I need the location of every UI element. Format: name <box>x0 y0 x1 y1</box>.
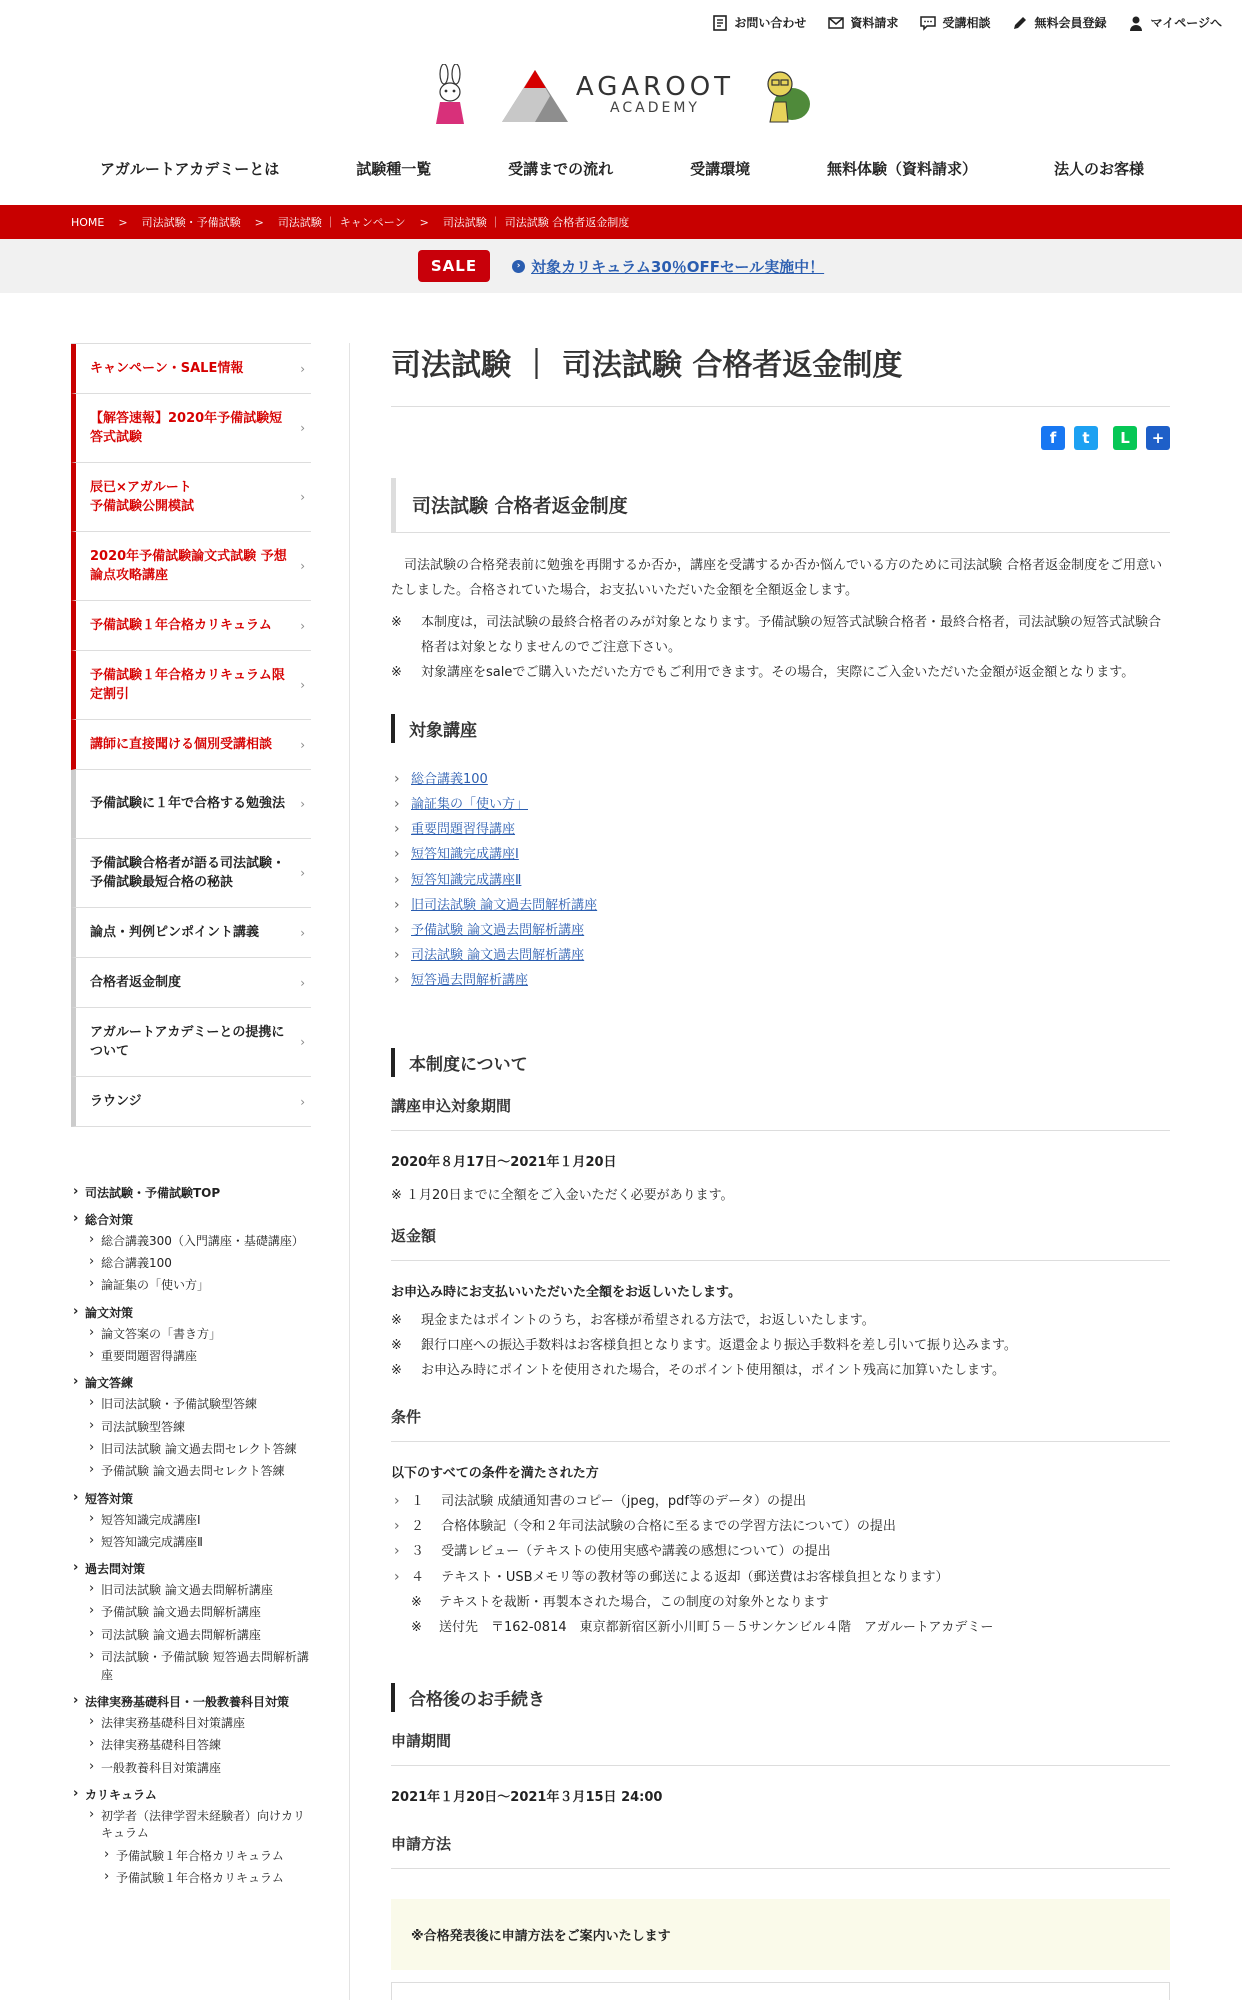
sidebar-item-label: 【解答速報】2020年予備試験短答式試験 <box>90 410 283 445</box>
list-item <box>391 842 1170 867</box>
course-link[interactable]: 予備試験 論文過去問解析講座 <box>411 923 585 939</box>
subnav-item[interactable]: › 予備試験 論文過去問セレクト答練 <box>71 1463 311 1480</box>
conditions-heading: 条件 <box>391 1406 1170 1442</box>
chevron-right-icon: › <box>300 1035 305 1049</box>
chat-icon <box>920 15 936 31</box>
sidebar-item-label: 合格者返金制度 <box>90 974 182 990</box>
list-item: ※ テキストを裁断・再製本された場合，この制度の対象外となります <box>411 1595 829 1611</box>
course-link[interactable]: 司法試験 論文過去問解析講座 <box>411 948 585 964</box>
brochure-link[interactable] <box>828 14 898 31</box>
mail-icon <box>828 15 844 31</box>
sale-link-label: 対象カリキュラム30％OFFセール実施中！ <box>531 257 825 276</box>
refund-heading: 返金額 <box>391 1225 1170 1261</box>
user-icon <box>1128 15 1144 31</box>
subnav-item[interactable]: › 予備試験 論文過去問解析講座 <box>71 1604 311 1621</box>
sidebar-item-refund[interactable] <box>71 958 311 1008</box>
subnav-item[interactable]: › 予備試験１年合格カリキュラム <box>71 1870 311 1887</box>
note-item: ※ 対象講座をsaleでご購入いただいた方でもご利用できます。その場合，実際にご入金いただいた金額が返金額となります。 <box>391 660 1170 685</box>
course-link[interactable]: 総合講義100 <box>411 771 488 787</box>
subnav-item[interactable]: › 司法試験 論文過去問解析講座 <box>71 1627 311 1644</box>
list-item <box>391 968 1170 993</box>
utility-nav <box>712 14 1222 31</box>
apply-notice: ※合格発表後に申請方法をご案内いたします <box>391 1899 1170 1970</box>
sidebar-item-lounge[interactable] <box>71 1077 311 1127</box>
gnav-flow[interactable]: 受講までの流れ <box>508 160 614 178</box>
subnav-group-title[interactable]: › 過去問対策 <box>71 1561 311 1578</box>
course-link[interactable]: 重要問題習得講座 <box>411 822 516 838</box>
sidebar-item-partnership[interactable] <box>71 1008 311 1077</box>
period-note: ※ １月20日までに全額をご入金いただく必要があります。 <box>391 1187 734 1203</box>
gnav-free-trial[interactable]: 無料体験（資料請求） <box>827 160 978 178</box>
course-list <box>391 767 1170 994</box>
share-buttons <box>391 426 1170 450</box>
turtle-mascot-icon <box>762 64 814 126</box>
conditions-lead: 以下のすべての条件を満たされた方 <box>391 1465 599 1481</box>
lead-text: 司法試験の合格発表前に勉強を再開するか否か，講座を受講するか否か悩んでいる方のために司法試験 合格者返金制度をご用意いたしました。合格されていた場合，お支払いいただいた金額を全額返金します。 <box>391 558 1163 599</box>
chevron-right-icon: › <box>300 737 305 752</box>
brand-logo <box>500 66 734 124</box>
crumb-current: 司法試験 ｜ 司法試験 合格者返金制度 <box>442 216 630 229</box>
sidebar-menu <box>71 343 311 1127</box>
register-label: 無料会員登録 <box>1034 16 1107 30</box>
subnav-group-title[interactable]: › 短答対策 <box>71 1491 311 1508</box>
refund-lead: お申込み時にお支払いいただいた全額をお返しいたします。 <box>391 1284 741 1300</box>
sidebar <box>71 343 311 1897</box>
notes-list <box>391 610 1170 686</box>
apply-period-heading: 申請期間 <box>391 1730 1170 1766</box>
crumb-separator: > <box>118 215 128 229</box>
crumb-separator: > <box>254 215 264 229</box>
note-item: ※ 銀行口座への振込手数料はお客様負担となります。返還金より振込手数料を差し引いて振り込みます。 <box>391 1333 1170 1358</box>
consult-label: 受講相談 <box>942 16 991 30</box>
mypage-label: マイページへ <box>1150 16 1222 30</box>
subnav-top[interactable]: › 司法試験・予備試験TOP <box>71 1185 311 1202</box>
sidebar-item-label: アガルートアカデミーとの提携について <box>90 1024 285 1059</box>
sidebar-subnav <box>71 1185 311 1887</box>
facebook-icon[interactable]: f <box>1041 426 1065 450</box>
list-item <box>391 918 1170 943</box>
sidebar-item-label: 辰已×アガルート 予備試験公開模試 <box>90 479 195 514</box>
subnav-group-title[interactable]: › 法律実務基礎科目・一般教養科目対策 <box>71 1694 311 1711</box>
sidebar-item-campaign[interactable] <box>71 344 311 394</box>
sidebar-item-secrets[interactable] <box>71 839 311 908</box>
sidebar-item-label: 予備試験１年合格カリキュラム限定割引 <box>90 667 285 702</box>
subnav-group-title[interactable]: › 論文対策 <box>71 1305 311 1322</box>
gnav-about[interactable]: アガルートアカデミーとは <box>100 160 280 178</box>
rabbit-mascot-icon <box>428 64 472 126</box>
brochure-label: 資料請求 <box>850 16 899 30</box>
note-item: ※ 本制度は，司法試験の最終合格者のみが対象となります。予備試験の短答式試験合格者・最終合格者，司法試験の短答式試験合格者は対象となりませんのでご注意下さい。 <box>391 610 1170 661</box>
sidebar-item-study-method[interactable] <box>71 770 311 839</box>
conditions-list <box>391 1489 1170 1641</box>
register-link[interactable] <box>1012 14 1106 31</box>
note-item: ※ お申込み時にポイントを使用された場合，そのポイント使用額は，ポイント残高に加算いたします。 <box>391 1358 1170 1383</box>
main-content <box>391 340 1170 2000</box>
sidebar-item-essay-forecast[interactable] <box>71 532 311 601</box>
sidebar-item-label: ラウンジ <box>90 1093 142 1109</box>
subnav-item[interactable]: › 法律実務基礎科目対策講座 <box>71 1715 311 1732</box>
subnav-item[interactable]: › 重要問題習得講座 <box>71 1348 311 1365</box>
chevron-right-icon: › <box>300 490 305 504</box>
sidebar-item-curriculum-discount[interactable] <box>71 651 311 720</box>
chevron-right-icon: › <box>300 618 305 633</box>
subnav-item[interactable]: › 論証集の「使い方」 <box>71 1277 311 1294</box>
subnav-item[interactable]: › 司法試験型答練 <box>71 1419 311 1436</box>
subnav-item[interactable]: › 法律実務基礎科目答練 <box>71 1737 311 1754</box>
section-heading: 司法試験 合格者返金制度 <box>391 478 1170 533</box>
sidebar-item-pinpoint[interactable] <box>71 908 311 958</box>
subnav-item[interactable]: › 旧司法試験・予備試験型答練 <box>71 1396 311 1413</box>
list-item <box>391 943 1170 968</box>
chevron-right-icon: › <box>300 1094 305 1109</box>
page-title: 司法試験 ｜ 司法試験 合格者返金制度 <box>391 340 1170 407</box>
period-heading: 講座申込対象期間 <box>391 1095 1170 1131</box>
chevron-right-icon: › <box>300 559 305 573</box>
breadcrumb <box>0 205 1242 239</box>
contact-label: お問い合わせ <box>734 16 807 30</box>
courses-heading: 対象講座 <box>391 714 1170 743</box>
subnav-item[interactable]: › 論文答案の「書き方」 <box>71 1326 311 1343</box>
after-pass-heading: 合格後のお手続き <box>391 1683 1170 1712</box>
brand-name: AGAROOT <box>575 72 735 102</box>
pen-icon <box>1012 15 1028 31</box>
subnav-group-title[interactable]: › 総合対策 <box>71 1212 311 1229</box>
course-link[interactable]: 旧司法試験 論文過去問解析講座 <box>411 897 598 913</box>
sidebar-item-consultation[interactable] <box>71 720 311 770</box>
apply-period-value: 2021年１月20日～2021年３月15日 24:00 <box>391 1789 663 1805</box>
chevron-right-icon: › <box>300 866 305 880</box>
list-item: ※ 送付先 〒162-0814 東京都新宿区新小川町５－５サンケンビル４階 アガルートアカデミー <box>411 1620 994 1636</box>
list-item: › ２ 合格体験記（令和２年司法試験の合格に至るまでの学習方法について）の提出 <box>391 1514 1170 1539</box>
subnav-item[interactable]: › 旧司法試験 論文過去問解析講座 <box>71 1582 311 1599</box>
sidebar-item-label: 予備試験１年合格カリキュラム <box>90 617 272 633</box>
list-item: › ４ テキスト・USBメモリ等の教材等の郵送による返却（郵送費はお客様負担となります） <box>391 1565 1170 1590</box>
sidebar-item-label: キャンペーン・SALE情報 <box>90 360 244 376</box>
consult-link[interactable] <box>920 14 990 31</box>
list-item <box>391 817 1170 842</box>
course-link[interactable]: 短答知識完成講座Ⅰ <box>411 847 519 863</box>
subnav-item[interactable]: › 総合講義100 <box>71 1255 311 1272</box>
line-icon[interactable]: L <box>1113 426 1137 450</box>
subnav-item[interactable]: › 旧司法試験 論文過去問セレクト答練 <box>71 1441 311 1458</box>
course-link[interactable]: 短答過去問解析講座 <box>411 973 529 989</box>
document-icon <box>712 15 728 31</box>
arrow-circle-icon: › <box>512 260 525 273</box>
subnav-item[interactable]: › 初学者（法律学習未経験者）向けカリキュラム <box>71 1808 311 1843</box>
header-logo[interactable] <box>0 64 1242 126</box>
content-box <box>391 1982 1170 2000</box>
global-nav <box>72 150 1172 187</box>
sidebar-item-mock-exam[interactable] <box>71 463 311 532</box>
gnav-environment[interactable]: 受講環境 <box>690 160 751 178</box>
gnav-corporate[interactable]: 法人のお客様 <box>1053 160 1144 178</box>
crumb-separator: > <box>419 215 429 229</box>
gnav-exams[interactable]: 試験種一覧 <box>356 160 432 178</box>
list-item <box>391 868 1170 893</box>
sidebar-item-label: 論点・判例ピンポイント講義 <box>90 924 260 940</box>
subnav-group-title[interactable]: › カリキュラム <box>71 1787 311 1804</box>
list-item: › １ 司法試験 成績通知書のコピー（jpeg，pdf等のデータ）の提出 <box>391 1489 1170 1514</box>
list-item <box>391 792 1170 817</box>
subnav-item[interactable]: › 総合講義300（入門講座・基礎講座） <box>71 1233 311 1250</box>
contact-link[interactable] <box>712 14 806 31</box>
sidebar-item-label: 予備試験に１年で合格する勉強法 <box>90 796 286 812</box>
sidebar-item-label: 予備試験合格者が語る司法試験・予備試験最短合格の秘訣 <box>90 855 286 890</box>
crumb-exams[interactable]: 司法試験・予備試験 <box>141 216 241 229</box>
brand-sub: ACADEMY <box>610 100 700 117</box>
list-item <box>391 767 1170 792</box>
sidebar-item-label: 2020年予備試験論文式試験 予想論点攻略講座 <box>90 548 287 583</box>
subnav-item[interactable]: › 一般教養科目対策講座 <box>71 1760 311 1777</box>
twitter-icon[interactable]: t <box>1074 426 1098 450</box>
crumb-campaign[interactable]: 司法試験 ｜ キャンペーン <box>277 216 406 229</box>
crumb-home[interactable]: HOME <box>71 215 105 229</box>
subnav-group-title[interactable]: › 論文答練 <box>71 1375 311 1392</box>
column-divider <box>349 343 350 2000</box>
chevron-right-icon: › <box>300 975 305 990</box>
subnav-item[interactable]: › 司法試験・予備試験 短答過去問解析講座 <box>71 1649 311 1684</box>
apply-method-heading: 申請方法 <box>391 1833 1170 1869</box>
mypage-link[interactable] <box>1128 14 1222 31</box>
sidebar-item-answer-flash[interactable] <box>71 394 311 463</box>
sale-link[interactable] <box>512 256 824 277</box>
subnav-item[interactable]: › 予備試験１年合格カリキュラム <box>71 1848 311 1865</box>
sale-banner <box>0 239 1242 293</box>
chevron-right-icon: › <box>300 797 305 811</box>
list-item <box>391 893 1170 918</box>
sidebar-item-label: 講師に直接聞ける個別受講相談 <box>90 736 273 752</box>
subnav-item[interactable]: › 短答知識完成講座Ⅰ <box>71 1512 311 1529</box>
course-link[interactable]: 短答知識完成講座Ⅱ <box>411 872 522 888</box>
chevron-right-icon: › <box>300 421 305 435</box>
chevron-right-icon: › <box>300 678 305 692</box>
chevron-right-icon: › <box>300 925 305 940</box>
subnav-item[interactable]: › 短答知識完成講座Ⅱ <box>71 1534 311 1551</box>
sale-badge[interactable]: SALE <box>418 250 490 282</box>
chevron-right-icon: › <box>300 361 305 376</box>
list-item: › ３ 受講レビュー（テキストの使用実感や講義の感想について）の提出 <box>391 1539 1170 1564</box>
triangle-logo-icon <box>500 66 570 124</box>
share-icon[interactable]: + <box>1146 426 1170 450</box>
course-link[interactable]: 論証集の「使い方」 <box>411 796 529 812</box>
sidebar-item-one-year-curriculum[interactable] <box>71 601 311 651</box>
period-value: 2020年８月17日～2021年１月20日 <box>391 1154 617 1170</box>
note-item: ※ 現金またはポイントのうち，お客様が希望される方法で，お返しいたします。 <box>391 1308 1170 1333</box>
refund-notes <box>391 1308 1170 1384</box>
system-heading: 本制度について <box>391 1048 1170 1077</box>
